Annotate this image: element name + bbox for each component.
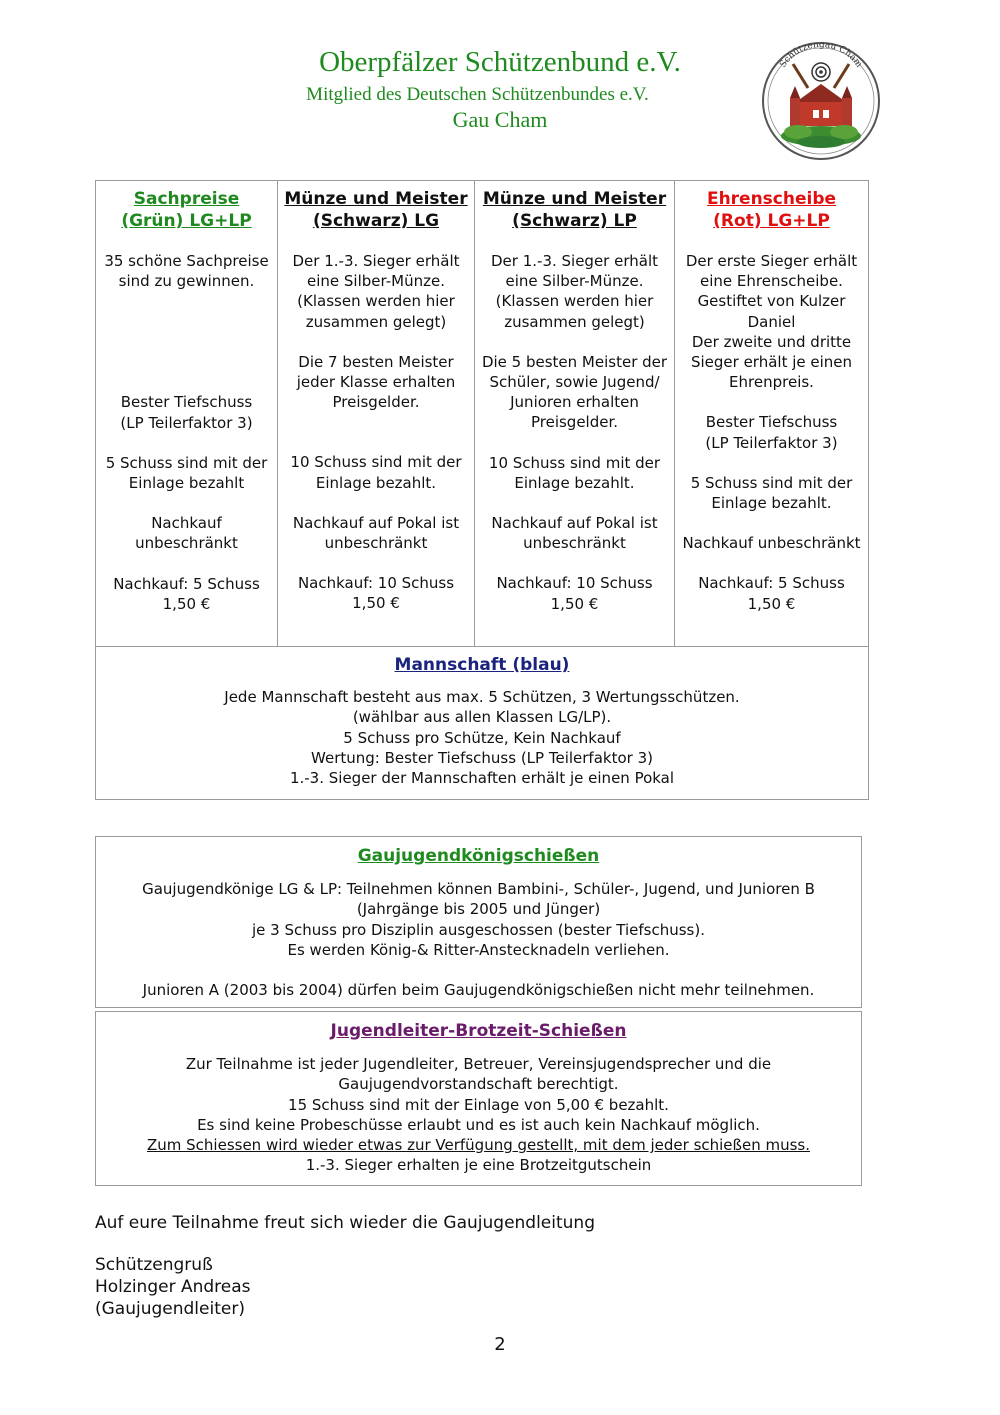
col-ehrenscheibe-head: Ehrenscheibe (Rot) LG+LP [706,189,837,231]
leader-shoot-head: Jugendleiter-Brotzeit-Schießen [330,1021,627,1041]
cell-line: unbeschränkt [135,534,238,553]
cell-line: eine Silber-Münze. [505,272,644,291]
cell-line: Die 5 besten Meister der [481,352,668,371]
youth-king-head: Gaujugendkönigschießen [357,846,600,866]
leader-shoot-line: Zur Teilnahme ist jeder Jugendleiter, Betreuer, Vereinsjugendsprecher und die [185,1055,772,1074]
closing-role: (Gaujugendleiter) [95,1299,245,1319]
cell-line: Nachkauf: 10 Schuss [297,574,455,593]
youth-king-note: Junioren A (2003 bis 2004) dürfen beim Gaujugendkönigschießen nicht mehr teilnehmen. [142,981,815,1000]
leader-shoot-line: 15 Schuss sind mit der Einlage von 5,00 € bezahlt. [288,1095,669,1114]
youth-king-line: Es werden König-& Ritter-Anstecknadeln verliehen. [287,940,670,959]
cell-line: 5 Schuss sind mit der [690,473,853,492]
cell-line: Preisgelder. [332,393,420,412]
leader-shoot-line: Gaujugendvorstandschaft berechtigt. [338,1075,619,1094]
cell-line: Der 1.-3. Sieger erhält [491,252,658,270]
col-sachpreise [96,181,278,647]
cell-line: 5 Schuss sind mit der [105,453,268,472]
youth-king-line: je 3 Schuss pro Disziplin ausgeschossen (bester Tiefschuss). [252,920,705,939]
team-line: 1.-3. Sieger der Mannschaften erhält je einen Pokal [289,769,675,788]
cell-line: 1,50 € [162,594,211,613]
team-head: Mannschaft (blau) [394,655,570,675]
cell-line: Nachkauf: 5 Schuss [698,574,845,593]
cell-line: 1,50 € [747,594,796,613]
leader-shoot-line: Es sind keine Probeschüsse erlaubt und es ist auch kein Nachkauf möglich. [197,1115,760,1134]
cell-line: Preisgelder. [530,413,619,432]
team-section [96,647,869,800]
cell-line: Daniel [747,312,796,331]
cell-line: (Klassen werden hier [297,292,455,311]
cell-line: jeder Klasse erhalten [296,373,456,392]
col-muenze-lp [475,181,675,647]
col-sachpreise-head: Sachpreise (Grün) LG+LP [121,189,252,231]
cell-line: Nachkauf auf Pokal ist [292,513,460,532]
col-muenze-lg [278,181,475,647]
cell-line: (Klassen werden hier [495,292,654,311]
team-line: 5 Schuss pro Schütze, Kein Nachkauf [343,728,621,747]
page-number: 2 [494,1334,506,1355]
cell-line: Nachkauf unbeschränkt [682,534,861,553]
col-muenze-lg-head: Münze und Meister (Schwarz) LG [284,189,468,231]
leader-shoot-last: 1.-3. Sieger erhalten je eine Brotzeitgutschein [305,1156,652,1175]
cell-line: Nachkauf [151,514,222,533]
youth-king-line: (Jahrgänge bis 2005 und Jünger) [356,900,601,919]
cell-line: 35 schöne Sachpreise [104,252,269,270]
closing-line: Auf eure Teilnahme freut sich wieder die Gaujugendleitung [95,1213,595,1233]
cell-line: Der erste Sieger erhält [685,252,858,270]
youth-king-section [95,836,862,1008]
cell-line: Der zweite und dritte [691,332,852,351]
cell-line: Einlage bezahlt. [711,494,832,513]
cell-line: Sieger erhält je einen [690,353,853,372]
cell-line: eine Silber-Münze. [307,272,445,291]
cell-line: zusammen gelegt) [504,312,645,331]
cell-line: Einlage bezahlt [128,474,245,493]
cell-line: Einlage bezahlt. [315,473,437,492]
cell-line: (LP Teilerfaktor 3) [705,433,838,452]
cell-line: Die 7 besten Meister [298,352,454,371]
closing-greeting: Schützengruß [95,1255,213,1275]
prize-table [95,180,869,800]
cell-line: Nachkauf auf Pokal ist [491,514,658,533]
col-muenze-lp-head: Münze und Meister (Schwarz) LP [482,189,667,231]
cell-line: Nachkauf: 10 Schuss [496,574,653,593]
logo-text: Schützengau Cham [778,40,864,70]
cell-line: Junioren erhalten [510,393,639,412]
cell-line: sind zu gewinnen. [118,272,255,291]
team-line: Wertung: Bester Tiefschuss (LP Teilerfaktor 3) [311,748,653,767]
cell-line: Nachkauf: 5 Schuss [113,574,260,593]
cell-line: unbeschränkt [523,534,626,553]
team-line: (wählbar aus allen Klassen LG/LP). [352,708,612,727]
cell-line: 1,50 € [550,594,599,613]
cell-line: Bester Tiefschuss [120,393,253,412]
cell-line: Schüler, sowie Jugend/ [489,373,660,392]
cell-line: unbeschränkt [324,534,428,553]
closing-name: Holzinger Andreas [95,1277,251,1297]
team-line: Jede Mannschaft besteht aus max. 5 Schützen, 3 Wertungsschützen. [224,688,740,707]
cell-line: Einlage bezahlt. [514,473,635,492]
cell-line: 10 Schuss sind mit der [290,453,462,472]
cell-line: 10 Schuss sind mit der [488,453,661,472]
leader-shoot-underlined: Zum Schiessen wird wieder etwas zur Verfügung gestellt, mit dem jeder schießen muss. [146,1136,811,1155]
cell-line: eine Ehrenscheibe. [700,272,843,291]
cell-line: Gestiftet von Kulzer [697,292,846,311]
cell-line: 1,50 € [352,594,400,613]
cell-line: (LP Teilerfaktor 3) [120,413,253,432]
col-ehrenscheibe [675,181,869,647]
club-gau: Gau Cham [452,107,548,132]
club-title: Oberpfälzer Schützenbund e.V. [319,46,681,78]
cell-line: Bester Tiefschuss [705,413,838,432]
cell-line: Ehrenpreis. [729,373,814,392]
cell-line: zusammen gelegt) [305,312,447,331]
cell-line: Der 1.-3. Sieger erhält [292,252,460,270]
club-subtitle: Mitglied des Deutschen Schützenbundes e.V. [306,84,649,105]
club-logo [758,40,884,162]
youth-king-line: Gaujugendkönige LG & LP: Teilnehmen können Bambini-, Schüler-, Jugend, und Junioren B [142,880,815,899]
leader-shoot-section [95,1011,862,1186]
